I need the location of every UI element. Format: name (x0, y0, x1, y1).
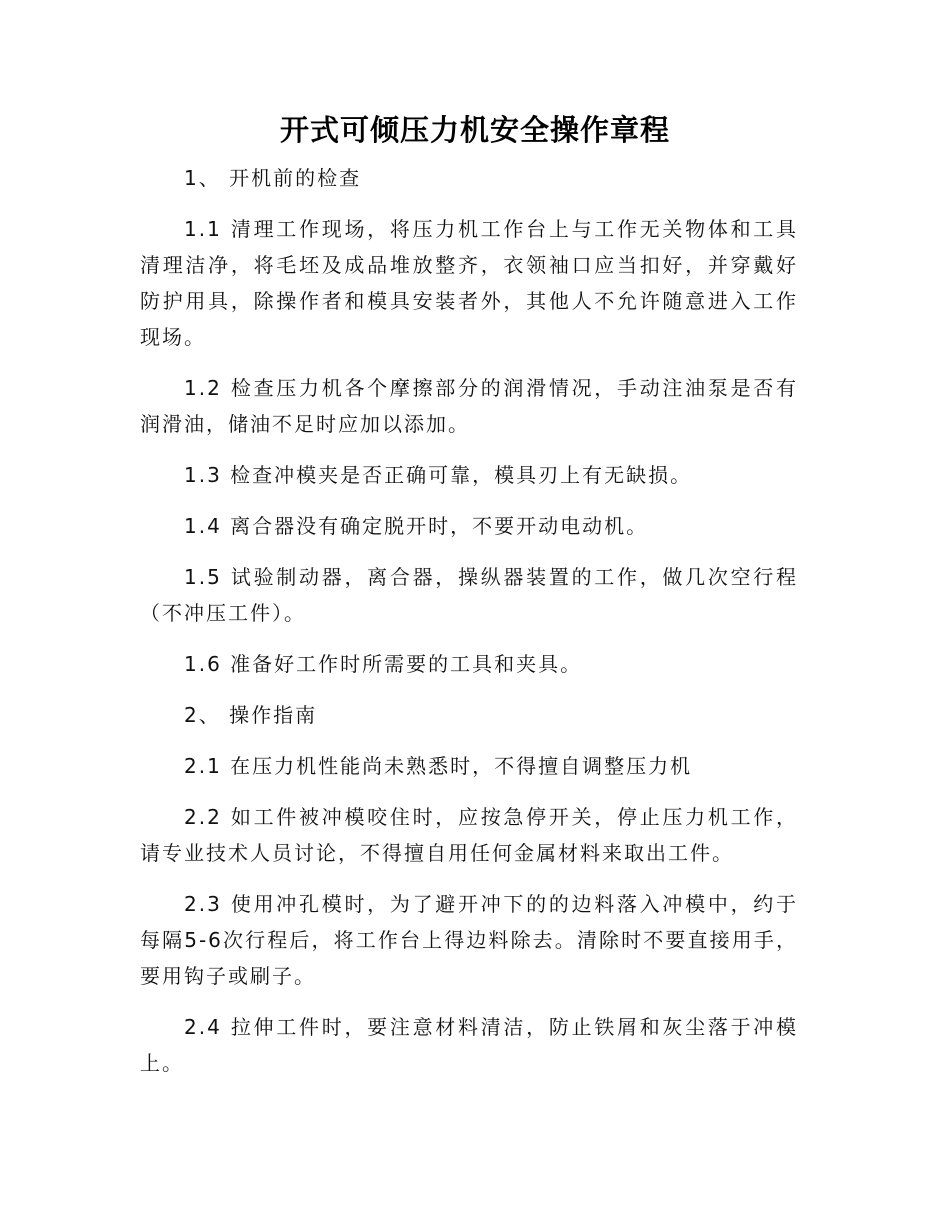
paragraph-2-3: 2.3 使用冲孔模时，为了避开冲下的的边料落入冲模中，约于每隔5-6次行程后，将工作台上得边料除去。清除时不要直接用手，要用钩子或刷子。 (140, 892, 798, 988)
paragraph-2-1: 2.1 在压力机性能尚未熟悉时，不得擅自调整压力机 (184, 754, 693, 778)
section-heading-1: 1、 开机前的检查 (184, 166, 362, 190)
paragraph-2-4: 2.4 拉伸工件时，要注意材料清洁，防止铁屑和灰尘落于冲模上。 (140, 1015, 798, 1075)
paragraph-1-2: 1.2 检查压力机各个摩擦部分的润滑情况，手动注油泵是否有润滑油，储油不足时应加以添加。 (140, 376, 798, 436)
paragraph-2-2: 2.2 如工件被冲模咬住时，应按急停开关，停止压力机工作，请专业技术人员讨论，不得擅自用任何金属材料来取出工件。 (140, 805, 798, 865)
document-body (140, 160, 798, 1096)
document-title: 开式可倾压力机安全操作章程 (279, 113, 670, 147)
paragraph-1-5: 1.5 试验制动器，离合器，操纵器装置的工作，做几次空行程（不冲压工件）。 (140, 565, 798, 625)
paragraph-1-1: 1.1 清理工作现场，将压力机工作台上与工作无关物体和工具清理洁净，将毛坯及成品堆放整齐，衣领袖口应当扣好，并穿戴好防护用具，除操作者和模具安装者外，其他人不允许随意进入工作现场。 (140, 217, 798, 349)
paragraph-1-3: 1.3 检查冲模夹是否正确可靠，模具刃上有无缺损。 (184, 463, 693, 487)
section-heading-2: 2、 操作指南 (184, 703, 318, 727)
paragraph-1-6: 1.6 准备好工作时所需要的工具和夹具。 (184, 652, 583, 676)
paragraph-1-4: 1.4 离合器没有确定脱开时，不要开动电动机。 (184, 514, 649, 538)
